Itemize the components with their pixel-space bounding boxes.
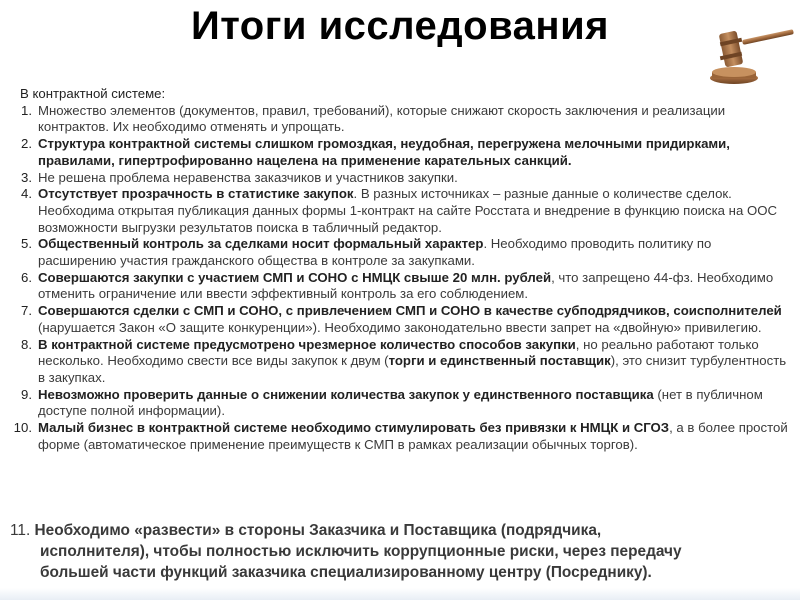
- list-item-number: 6.: [21, 269, 32, 285]
- list-item: [8, 337, 788, 387]
- list-item-text: , а в более простой форме (автоматическое применение преимуществ к СМП в рамках реализации обычных торгов).: [38, 420, 788, 452]
- list-item: [8, 270, 788, 303]
- list-item-number: 5.: [21, 236, 32, 252]
- final-item: [10, 520, 790, 583]
- list-item: [8, 420, 788, 453]
- findings-list: [8, 86, 788, 453]
- final-item-line1: Необходимо «развести» в стороны Заказчика и Поставщика (подрядчика,: [34, 522, 602, 539]
- list-item-text: (нет в публичном доступе полной информации).: [38, 386, 763, 419]
- intro-text: В контрактной системе:: [20, 86, 166, 101]
- list-item-text: ), это снизит турбулентность в закупках.: [38, 353, 787, 385]
- list-item-number: 3.: [21, 169, 32, 185]
- list-item-bold-text: В контрактной системе предусмотрено чрезмерное количество способов закупки: [38, 336, 576, 352]
- list-item-text: , что запрещено 44-фз. Необходимо отменить ограничение или ввести эффективный контроль за его соблюдением.: [38, 269, 774, 302]
- list-item-text: . В разных источниках – разные данные о количестве сделок. Необходима открытая публикация данных формы 1-контракт на сайте Росстата и внедрение в функцию поиска на ООС возможности выгрузки результатов поиска в табличный редактор.: [38, 186, 777, 235]
- list-item-number: 2.: [21, 136, 32, 152]
- list-item: [8, 186, 788, 236]
- list-item: [8, 170, 788, 187]
- gavel-icon: [706, 18, 798, 88]
- list-item-text: . Необходимо проводить политику по расширению участия гражданского общества в контроле за закупками.: [38, 236, 712, 269]
- list-item-number: 4.: [21, 186, 32, 202]
- final-item-line3: большей части функций заказчика специализированному центру (Посреднику).: [40, 564, 652, 581]
- list-item-bold-text: Невозможно проверить данные о снижении количества закупок у единственного поставщика: [38, 386, 654, 402]
- list-item-bold-text: Малый бизнес в контрактной системе необходимо стимулировать без привязки к НМЦК и СГОЗ: [38, 420, 670, 436]
- list-item-bold-text: торги и единственный поставщик: [388, 353, 611, 369]
- footer-band: [0, 588, 800, 600]
- list-item-text: , но реально работают только несколько. Необходимо свести все виды закупок к двум (: [38, 336, 759, 369]
- list-item-text: Множество элементов (документов, правил, требований), которые снижают скорость заключения и реализации контрактов. Их необходимо отменять и упрощать.: [38, 102, 726, 135]
- list-item-number: 10.: [13, 420, 32, 436]
- list-item-bold-text: Отсутствует прозрачность в статистике закупок: [38, 186, 354, 202]
- list-item: [8, 387, 788, 420]
- list-item-number: 1.: [21, 102, 32, 118]
- list-item-number: 7.: [21, 303, 32, 319]
- list-item: [8, 136, 788, 169]
- list-item: [8, 303, 788, 336]
- page-title: Итоги исследования: [190, 4, 610, 48]
- list-item-bold-text: Совершаются сделки с СМП и СОНО, с привлечением СМП и СОНО в качестве субподрядчиков, соисполнителей: [38, 303, 782, 319]
- list-item-bold-text: Структура контрактной системы слишком громоздкая, неудобная, перегружена мелочными придирками, правилами, гипертрофированно нацелена на применение карательных санкций.: [38, 136, 730, 168]
- final-item-number: 11.: [10, 522, 31, 539]
- list-item-text: Не решена проблема неравенства заказчиков и участников закупки.: [38, 169, 458, 185]
- list-item-number: 8.: [21, 336, 32, 352]
- list-item: [8, 236, 788, 269]
- list-item-bold-text: Общественный контроль за сделками носит формальный характер: [38, 236, 484, 252]
- list-item-text: (нарушается Закон «О защите конкуренции»). Необходимо законодательно ввести запрет на «двойную» привилегию.: [38, 319, 762, 335]
- list-item: [8, 103, 788, 136]
- final-item-line2: исполнителя), чтобы полностью исключить коррупционные риски, через передачу: [40, 543, 682, 560]
- list-item-bold-text: Совершаются закупки с участием СМП и СОНО с НМЦК свыше 20 млн. рублей: [38, 269, 552, 285]
- list-item-number: 9.: [21, 386, 32, 402]
